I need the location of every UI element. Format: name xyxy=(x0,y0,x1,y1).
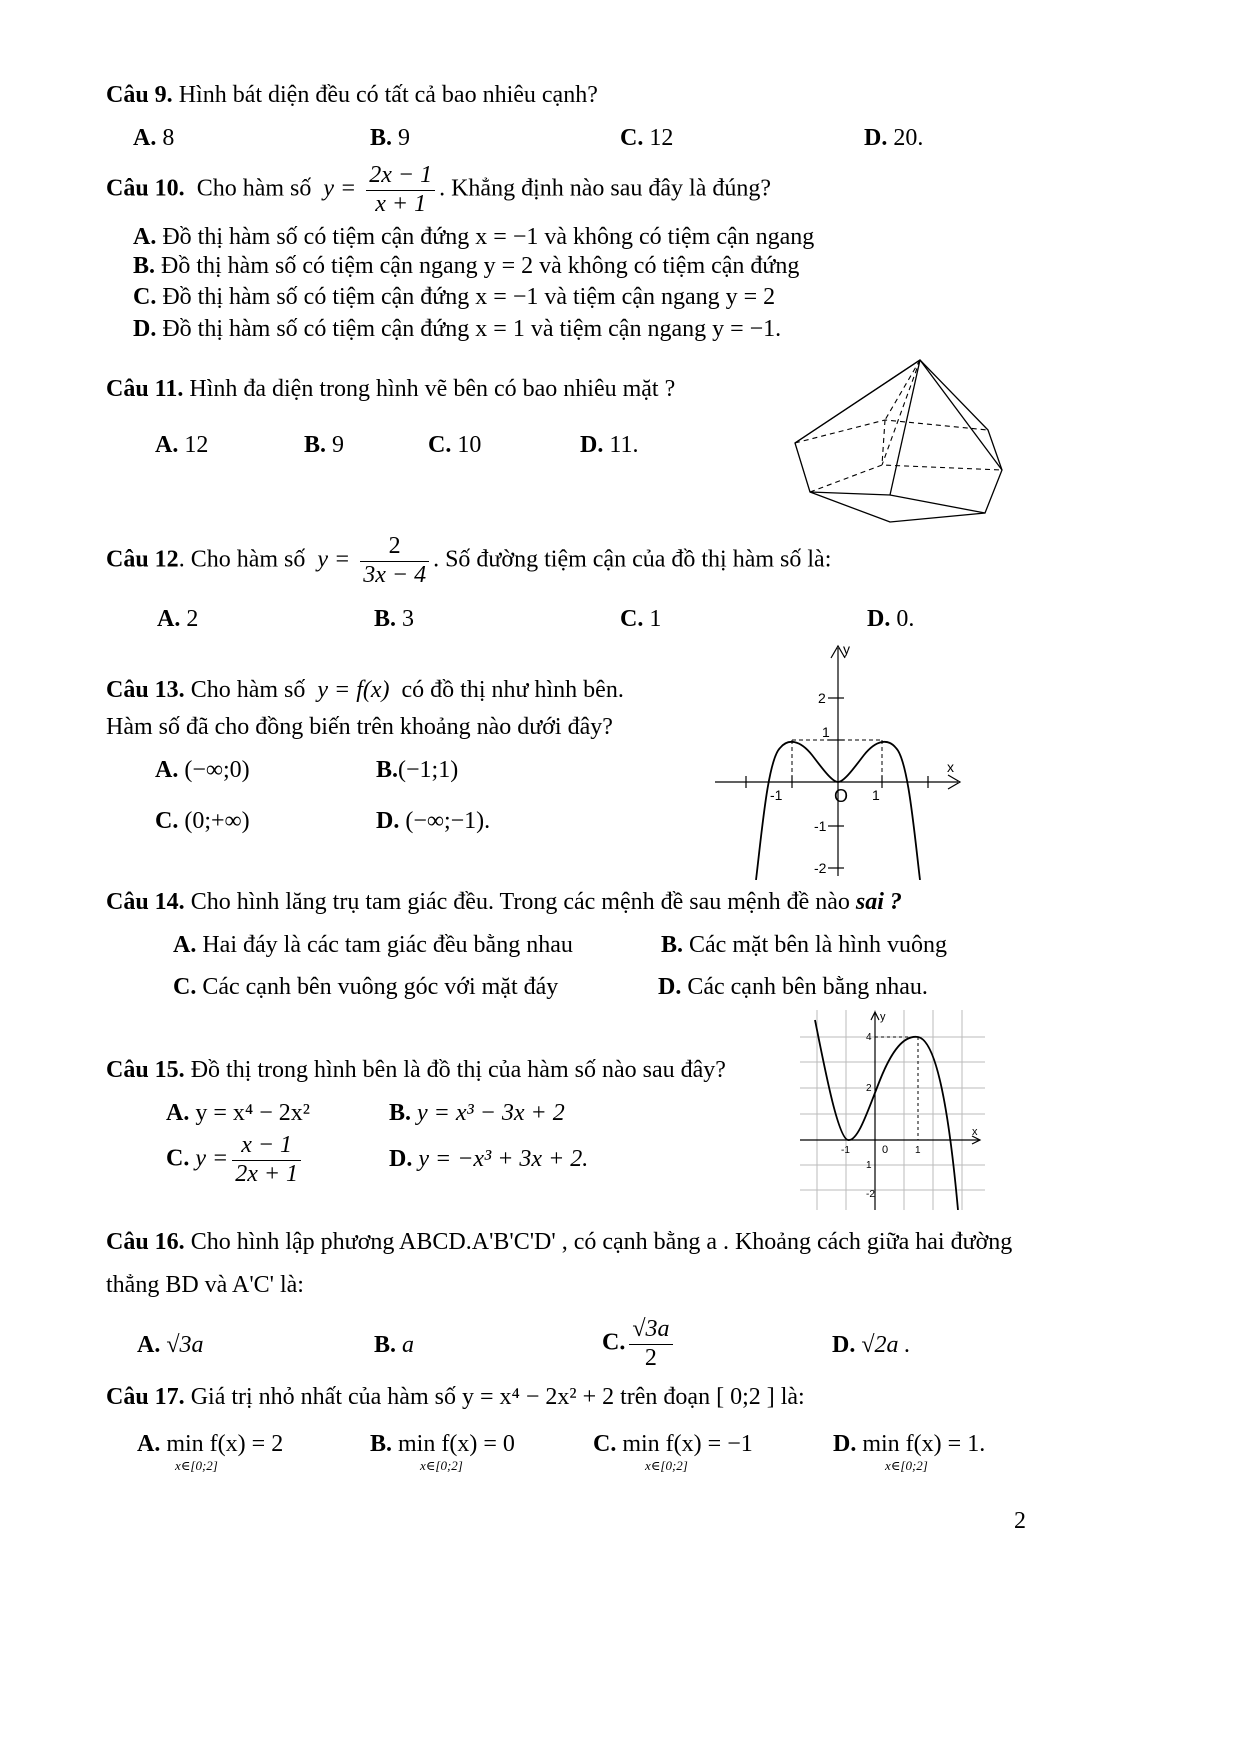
q12-option-c[interactable]: C. 1 xyxy=(620,606,662,632)
q13-graph xyxy=(710,640,970,880)
q12-stem: Câu 12. Cho hàm số y = $\frac{2}{3x - 4}$ . Số đường tiệm cận của đồ thị hàm số là: xyxy=(106,533,832,588)
q9-option-a[interactable]: A. 8 xyxy=(133,125,175,151)
q16-stem: Câu 16. Cho hình lập phương ABCD.A'B'C'D' , có cạnh bằng a . Khoảng cách giữa hai đường xyxy=(106,1229,1013,1255)
tick-1: 1 xyxy=(866,1160,872,1171)
q14-option-a[interactable]: A. Hai đáy là các tam giác đều bằng nhau xyxy=(173,932,573,958)
q9-stem: Câu 9. Hình bát diện đều có tất cả bao nhiêu cạnh? xyxy=(106,82,598,108)
q17-option-d[interactable]: D. min f(x) = 1. x∈[0;2] xyxy=(833,1431,986,1473)
q15-option-a[interactable]: A. y = x⁴ − 2x² xyxy=(166,1100,310,1126)
q16-option-a[interactable]: A. √3a xyxy=(137,1332,204,1358)
q13-option-b[interactable]: B.(−1;1) xyxy=(376,757,459,783)
q9-option-b[interactable]: B. 9 xyxy=(370,125,411,151)
q16-option-c[interactable]: C. $\frac{√3a}{2}$ xyxy=(602,1316,677,1372)
q17-c-domain: x∈[0;2] xyxy=(645,1458,688,1473)
q13-stem-line2: Hàm số đã cho đồng biến trên khoảng nào dưới đây? xyxy=(106,714,613,740)
q15-option-d[interactable]: D. y = −x³ + 3x + 2. xyxy=(389,1146,589,1172)
q17-option-c[interactable]: C. min f(x) = −1 x∈[0;2] xyxy=(593,1431,753,1473)
q15-graph xyxy=(800,1010,985,1210)
q17-option-a[interactable]: A. min f(x) = 2 x∈[0;2] xyxy=(137,1431,284,1473)
xtick-neg1: -1 xyxy=(841,1145,850,1156)
tick-neg1: -1 xyxy=(814,818,827,834)
q11-stem: Câu 11. Hình đa diện trong hình vẽ bên có bao nhiêu mặt ? xyxy=(106,376,676,402)
q10-option-a[interactable]: A. Đồ thị hàm số có tiệm cận đứng x = −1 và không có tiệm cận ngang xyxy=(133,224,815,250)
q10-option-b[interactable]: B. Đồ thị hàm số có tiệm cận ngang y = 2 và không có tiệm cận đứng xyxy=(133,253,800,279)
q13-option-d[interactable]: D. (−∞;−1). xyxy=(376,808,491,834)
q9-option-c[interactable]: C. 12 xyxy=(620,125,674,151)
q12-option-a[interactable]: A. 2 xyxy=(157,606,199,632)
tick-2: 2 xyxy=(866,1083,872,1094)
q15-option-b[interactable]: B. y = x³ − 3x + 2 xyxy=(389,1100,565,1126)
q12-option-d[interactable]: D. 0. xyxy=(867,606,915,632)
q9-option-d[interactable]: D. 20. xyxy=(864,125,924,151)
curve-q15 xyxy=(815,1020,958,1210)
polyhedron-figure xyxy=(790,355,1005,525)
x-label: x xyxy=(972,1126,978,1138)
q16-stem-line2: thẳng BD và A'C' là: xyxy=(106,1272,304,1298)
q10-option-c[interactable]: C. Đồ thị hàm số có tiệm cận đứng x = −1 và tiệm cận ngang y = 2 xyxy=(133,284,776,310)
tick-1: 1 xyxy=(822,724,830,740)
q16-option-b[interactable]: B. a xyxy=(374,1332,415,1358)
q17-a-domain: x∈[0;2] xyxy=(175,1458,218,1473)
origin-label: O xyxy=(834,786,849,806)
q17-option-b[interactable]: B. min f(x) = 0 x∈[0;2] xyxy=(370,1431,515,1473)
tick-2: 2 xyxy=(818,690,826,706)
y-label: y xyxy=(843,641,850,657)
tick-neg2: -2 xyxy=(866,1189,875,1200)
q17-stem: Câu 17. Giá trị nhỏ nhất của hàm số y = x⁴ − 2x² + 2 trên đoạn [ 0;2 ] là: xyxy=(106,1384,805,1410)
tick-4: 4 xyxy=(866,1032,872,1043)
q10-option-d[interactable]: D. Đồ thị hàm số có tiệm cận đứng x = 1 và tiệm cận ngang y = −1. xyxy=(133,316,782,342)
q16-option-d[interactable]: D. √2a . xyxy=(832,1332,911,1358)
q10-stem: Câu 10. Cho hàm số y = $\frac{2x - 1}{x + 1}$ . Khẳng định nào sau đây là đúng? xyxy=(106,162,771,217)
q11-option-a[interactable]: A. 12 xyxy=(155,432,209,458)
q11-option-c[interactable]: C. 10 xyxy=(428,432,482,458)
xtick-neg1: -1 xyxy=(770,787,783,803)
q14-option-d[interactable]: D. Các cạnh bên bằng nhau. xyxy=(658,974,928,1000)
xtick-1: 1 xyxy=(872,787,880,803)
page-number: 2 xyxy=(1014,1508,1026,1534)
q13-stem: Câu 13. Cho hàm số y = f(x) có đồ thị như hình bên. xyxy=(106,677,624,703)
q13-option-a[interactable]: A. (−∞;0) xyxy=(155,757,250,783)
q17-d-domain: x∈[0;2] xyxy=(885,1458,928,1473)
q12-option-b[interactable]: B. 3 xyxy=(374,606,415,632)
q14-option-c[interactable]: C. Các cạnh bên vuông góc với mặt đáy xyxy=(173,974,559,1000)
tick-neg2: -2 xyxy=(814,860,827,876)
q15-stem: Câu 15. Đồ thị trong hình bên là đồ thị của hàm số nào sau đây? xyxy=(106,1057,726,1083)
q14-stem: Câu 14. Cho hình lăng trụ tam giác đều. Trong các mệnh đề sau mệnh đề nào sai ? xyxy=(106,889,902,915)
q11-option-d[interactable]: D. 11. xyxy=(580,432,639,458)
y-label: y xyxy=(880,1011,886,1023)
xtick-1: 1 xyxy=(915,1145,921,1156)
polyhedron-outline xyxy=(795,360,1002,522)
origin-label: 0 xyxy=(882,1144,889,1156)
q11-option-b[interactable]: B. 9 xyxy=(304,432,345,458)
x-label: x xyxy=(947,759,954,775)
q15-option-c[interactable]: C. y = $\frac{x - 1}{2x + 1}$ xyxy=(166,1132,305,1188)
q17-b-domain: x∈[0;2] xyxy=(420,1458,463,1473)
q14-option-b[interactable]: B. Các mặt bên là hình vuông xyxy=(661,932,947,958)
q13-option-c[interactable]: C. (0;+∞) xyxy=(155,808,250,834)
